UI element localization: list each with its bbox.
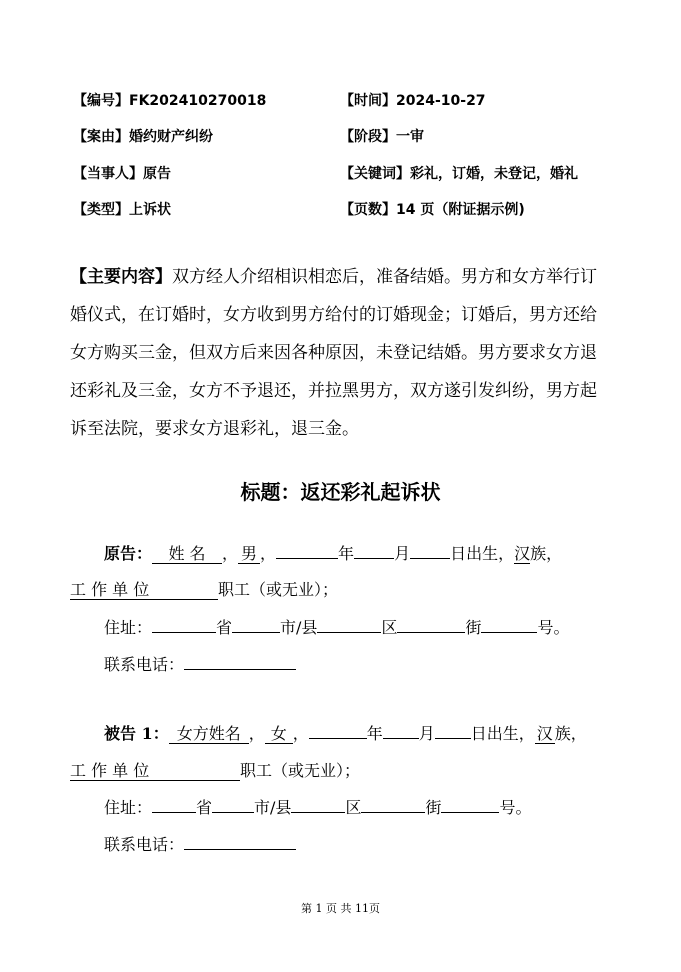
street-blank <box>361 812 425 813</box>
province-label: 省 <box>196 798 213 817</box>
separator: ， <box>248 724 265 743</box>
city-label: 市/县 <box>280 618 318 637</box>
summary-text: 双方经人介绍相识相恋后，准备结婚。男方和女方举行订婚仪式，在订婚时，女方收到男方给付的订婚现金；订婚后，男方还给女方购买三金，但双方后来因各种原因，未登记结婚。男方要求女方退还彩礼及三金，女方不予退还，并拉黑男方，双方遂引发纠纷，男方起诉至法院，要求女方退彩礼，退三金。 <box>70 267 597 439</box>
number-blank <box>481 632 537 633</box>
plaintiff-line-1 <box>104 541 562 564</box>
birth-label: 日出生， <box>450 544 515 563</box>
defendant-name-field: 女方姓名 <box>169 725 249 744</box>
plaintiff-line-2 <box>70 577 338 600</box>
year-label: 年 <box>366 724 383 743</box>
number-label: 号。 <box>499 798 532 817</box>
district-blank <box>317 632 381 633</box>
plaintiff-ethnic-field: 汉 <box>514 544 531 563</box>
defendant-month-blank <box>383 738 419 739</box>
address-label: 住址： <box>104 618 153 637</box>
phone-label: 联系电话： <box>104 835 185 854</box>
case-keywords: 【关键词】彩礼，订婚，未登记，婚礼 <box>340 166 578 182</box>
summary-label: 【主要内容】 <box>70 267 172 287</box>
district-blank <box>291 812 345 813</box>
case-stage: 【阶段】一审 <box>340 129 424 145</box>
plaintiff-month-blank <box>354 558 394 559</box>
street-label: 街 <box>465 618 482 637</box>
plaintiff-phone-blank <box>184 669 296 670</box>
province-blank <box>152 812 196 813</box>
plaintiff-address-line <box>104 615 569 638</box>
number-label: 号。 <box>537 618 570 637</box>
separator: ， <box>222 544 239 563</box>
case-time: 【时间】2024-10-27 <box>340 93 486 109</box>
summary-paragraph <box>70 258 610 448</box>
defendant-line-2 <box>70 758 360 781</box>
separator: ， <box>260 544 277 563</box>
defendant-year-blank <box>309 738 367 739</box>
defendant-ethnic-field: 汉 <box>536 724 553 743</box>
province-blank <box>152 632 216 633</box>
city-label: 市/县 <box>254 798 292 817</box>
ethnic-suffix: 族， <box>530 544 563 563</box>
case-id: 【编号】FK202410270018 <box>73 93 267 109</box>
month-label: 月 <box>418 724 435 743</box>
district-label: 区 <box>345 798 362 817</box>
defendant-address-line <box>104 795 531 818</box>
street-label: 街 <box>425 798 442 817</box>
plaintiff-label: 原告： <box>104 544 153 563</box>
job-label: 职工（或无业）； <box>240 761 361 780</box>
plaintiff-gender-field: 男 <box>238 545 260 564</box>
address-label: 住址： <box>104 798 153 817</box>
document-title: 标题：返还彩礼起诉状 <box>240 480 441 504</box>
case-party: 【当事人】原告 <box>73 166 171 182</box>
defendant-label: 被告 1： <box>104 724 169 743</box>
separator: ， <box>292 724 309 743</box>
district-label: 区 <box>381 618 398 637</box>
case-pages: 【页数】14 页（附证据示例) <box>340 202 525 218</box>
job-label: 职工（或无业）； <box>218 580 339 599</box>
plaintiff-year-blank <box>276 558 338 559</box>
defendant-gender-field: 女 <box>265 725 293 744</box>
plaintiff-day-blank <box>410 558 450 559</box>
plaintiff-work-field: 工 作 单 位 <box>70 581 218 600</box>
phone-label: 联系电话： <box>104 655 185 674</box>
street-blank <box>397 632 465 633</box>
defendant-work-field: 工 作 单 位 <box>70 762 240 781</box>
month-label: 月 <box>394 544 411 563</box>
year-label: 年 <box>338 544 355 563</box>
city-blank <box>212 812 254 813</box>
plaintiff-name-field: 姓 名 <box>152 545 222 564</box>
defendant-line-1 <box>104 721 587 744</box>
defendant-phone-blank <box>184 849 296 850</box>
city-blank <box>232 632 280 633</box>
case-type: 【类型】上诉状 <box>73 202 171 218</box>
page-footer: 第 1 页 共 11页 <box>301 902 380 915</box>
defendant-phone-line <box>104 832 296 855</box>
number-blank <box>441 812 499 813</box>
province-label: 省 <box>216 618 233 637</box>
birth-label: 日出生， <box>470 724 535 743</box>
ethnic-suffix: 族， <box>554 724 587 743</box>
defendant-day-blank <box>435 738 471 739</box>
plaintiff-phone-line <box>104 652 296 675</box>
case-cause: 【案由】婚约财产纠纷 <box>73 129 213 145</box>
